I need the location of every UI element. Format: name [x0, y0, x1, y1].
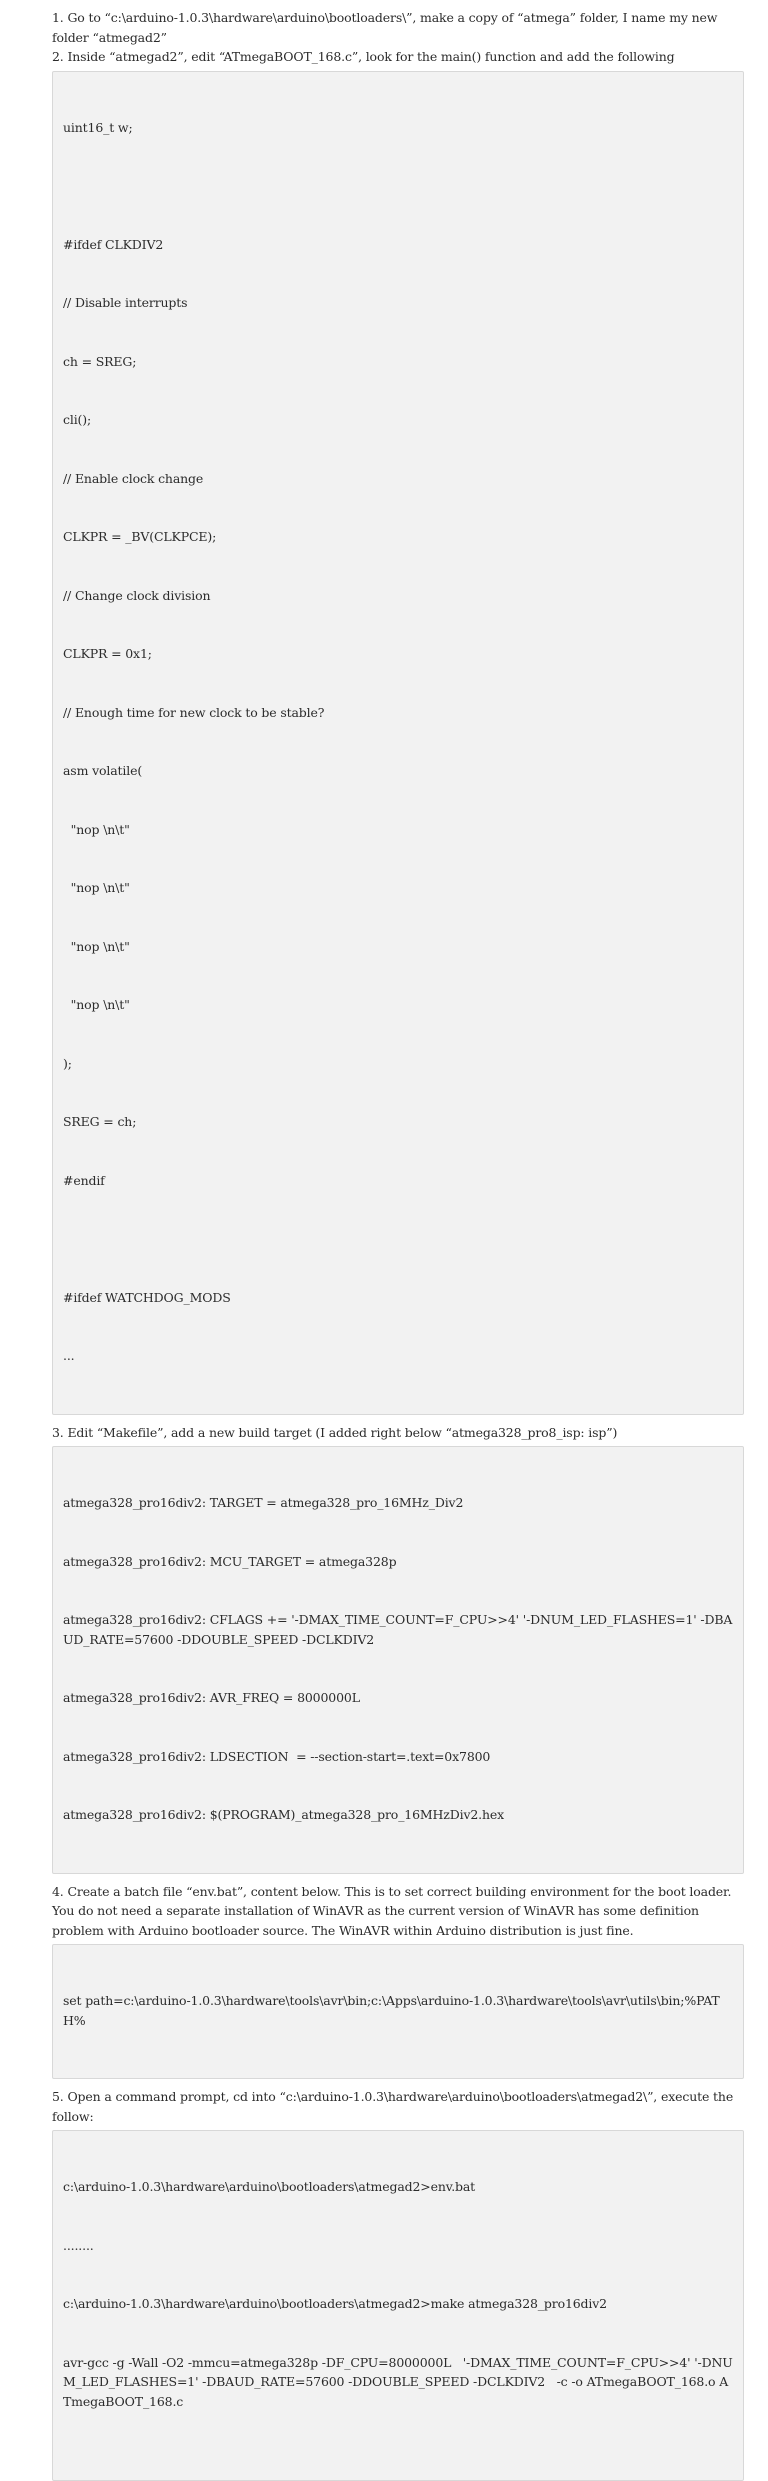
step-3-text: 3. Edit “Makefile”, add a new build target (I added right below “atmega328_pro8_isp: isp”)	[52, 1424, 618, 1440]
code-line: // Enable clock change	[63, 470, 204, 486]
code-line: atmega328_pro16div2: TARGET = atmega328_pro_16MHz_Div2	[63, 1495, 464, 1510]
code-line: asm volatile(	[63, 763, 143, 778]
code-block-makefile	[52, 1446, 744, 1874]
code-line: atmega328_pro16div2: CFLAGS += '-DMAX_TIME_COUNT=F_CPU>>4' '-DNUM_LED_FLASHES=1' -DBAUD_RATE=57600 -DDOUBLE_SPEED -DCLKDIV2	[63, 1612, 733, 1647]
code-line: cli();	[63, 412, 92, 427]
code-line: atmega328_pro16div2: AVR_FREQ = 8000000L	[63, 1690, 360, 1705]
code-block-main-function	[52, 71, 744, 1415]
code-line: "nop \n\t"	[63, 880, 130, 895]
code-line: "nop \n\t"	[63, 997, 130, 1012]
code-line: #endif	[63, 1172, 105, 1188]
code-line: "nop \n\t"	[63, 938, 130, 954]
code-line: atmega328_pro16div2: LDSECTION = --section-start=.text=0x7800	[63, 1748, 491, 1764]
code-line: #ifdef CLKDIV2	[63, 236, 164, 252]
code-line: c:\arduino-1.0.3\hardware\arduino\bootloaders\atmegad2>env.bat	[63, 2179, 476, 2194]
code-line: // Enough time for new clock to be stable?	[63, 704, 325, 720]
code-block-command-prompt	[52, 2130, 744, 2481]
code-line: SREG = ch;	[63, 1114, 137, 1129]
code-line: ch = SREG;	[63, 353, 137, 369]
code-line: #ifdef WATCHDOG_MODS	[63, 1289, 231, 1305]
code-line: uint16_t w;	[63, 119, 133, 135]
code-line: avr-gcc -g -Wall -O2 -mmcu=atmega328p -DF_CPU=8000000L '-DMAX_TIME_COUNT=F_CPU>>4' '-DNUM_LED_FLASHES=1' -DBAUD_RATE=57600 -DDOUBLE_SPEED -DCLKDIV2 -c -o ATmegaBOOT_168.o ATmegaBOOT_168.c	[63, 2354, 733, 2409]
code-line: CLKPR = _BV(CLKPCE);	[63, 529, 217, 544]
code-line: ...	[63, 1348, 75, 1363]
code-line: ........	[63, 2237, 94, 2253]
code-line: c:\arduino-1.0.3\hardware\arduino\bootloaders\atmegad2>make atmega328_pro16div2	[63, 2296, 607, 2311]
step-5-text: 5. Open a command prompt, cd into “c:\arduino-1.0.3\hardware\arduino\bootloaders\atmegad2\”, execute the follow:	[52, 2089, 737, 2124]
code-line: // Disable interrupts	[63, 295, 188, 310]
code-line: atmega328_pro16div2: MCU_TARGET = atmega328p	[63, 1553, 397, 1569]
code-line: );	[63, 1055, 72, 1071]
code-line: atmega328_pro16div2: $(PROGRAM)_atmega328_pro_16MHzDiv2.hex	[63, 1807, 505, 1822]
code-line: "nop \n\t"	[63, 821, 130, 837]
code-line: // Change clock division	[63, 587, 211, 603]
code-line: set path=c:\arduino-1.0.3\hardware\tools\avr\bin;c:\Apps\arduino-1.0.3\hardware\tools\avr\utils\bin;%PATH%	[63, 1993, 720, 2028]
code-block-env-bat	[52, 1944, 744, 2079]
step-4-text: 4. Create a batch file “env.bat”, content below. This is to set correct building environment for the boot loader. You do not need a separate installation of WinAVR as the current version of WinAVR has some definition problem with Arduino bootloader source. The WinAVR within Arduino distribution is just fine.	[52, 1883, 736, 1938]
code-line: CLKPR = 0x1;	[63, 646, 152, 661]
code-line	[63, 1229, 733, 1249]
step-2-text: 2. Inside “atmegad2”, edit “ATmegaBOOT_168.c”, look for the main() function and add the following	[52, 49, 675, 64]
article-content	[52, 8, 744, 2481]
step-1-text: 1. Go to “c:\arduino-1.0.3\hardware\arduino\bootloaders\”, make a copy of “atmega” folder, I name my new folder “atmegad2”	[52, 10, 722, 45]
code-line	[63, 176, 733, 196]
